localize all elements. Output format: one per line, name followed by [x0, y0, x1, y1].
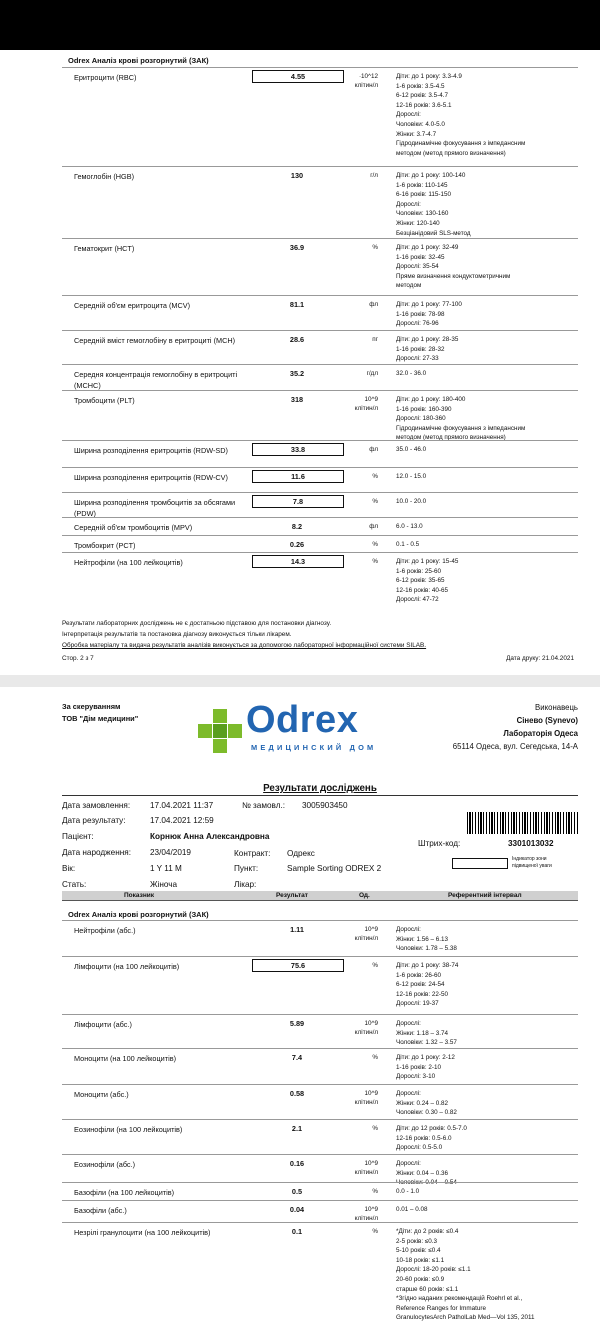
test-result: 4.55 — [252, 70, 344, 83]
reference-line: Чоловіки: 1.78 – 5.38 — [396, 945, 457, 953]
test-name: Гематокрит (HCT) — [74, 244, 135, 253]
reference-interval — [396, 1159, 576, 1188]
reference-line: Дорослі: 47-72 — [396, 596, 439, 604]
reference-line: Дорослі: — [396, 200, 421, 208]
test-unit: % — [372, 244, 378, 251]
patient-label: Пацієнт: — [62, 832, 94, 841]
disclaimer-1: Результати лабораторних досліджень не є достатньою підставою для постановки діагнозу. — [62, 620, 332, 627]
test-result: 7.8 — [252, 495, 344, 508]
reference-line: Жінки: 120-140 — [396, 219, 440, 227]
odrex-logo — [196, 699, 396, 761]
reference-line: 1-16 років: 78-98 — [396, 310, 445, 318]
test-name: Еозинофіли (абс.) — [74, 1160, 136, 1169]
reference-line: Гідродинамічне фокусування з імпедансним — [396, 140, 526, 148]
logo-subtitle: МЕДИЦИНСКИЙ ДОМ — [251, 743, 377, 752]
test-unit: пг — [372, 336, 378, 343]
reference-interval — [396, 540, 576, 550]
reference-line: методом — [396, 282, 422, 290]
test-result: 0.58 — [289, 1089, 305, 1098]
table-row — [62, 330, 578, 363]
point-label: Пункт: — [234, 864, 259, 873]
test-result: 130 — [290, 171, 304, 180]
col-ref: Референтний інтервал — [448, 892, 522, 899]
point: Sample Sorting ODREX 2 — [287, 864, 382, 873]
result-date-label: Дата результату: — [62, 816, 126, 825]
test-result: 11.6 — [252, 470, 344, 483]
table-row — [62, 492, 578, 518]
col-unit: Од. — [359, 892, 370, 899]
executor-name: Сінево (Synevo) — [516, 716, 578, 725]
order-date-label: Дата замовлення: — [62, 801, 131, 810]
result-date: 17.04.2021 12:59 — [150, 816, 214, 825]
reference-line: старше 60 років: ≤1.1 — [396, 1285, 459, 1293]
test-unit: фл — [369, 523, 378, 530]
age: 1 Y 11 M — [150, 864, 182, 873]
reference-line: 12-16 років: 3.6-5.1 — [396, 101, 452, 109]
test-unit: фл — [369, 301, 378, 308]
reference-interval — [396, 369, 576, 379]
test-unit: 10^9 клітин/л — [354, 926, 378, 942]
test-unit: % — [372, 498, 378, 505]
reference-line: 35.0 - 46.0 — [396, 446, 427, 453]
table-row — [62, 390, 578, 442]
table-row — [62, 238, 578, 290]
reference-line: Діти: до 1 року: 2-12 — [396, 1054, 455, 1061]
reference-line: 10-18 років: ≤1.1 — [396, 1256, 445, 1264]
birth-date: 23/04/2019 — [150, 848, 191, 857]
reference-line: 1-16 років: 28-32 — [396, 345, 445, 353]
table-row — [62, 467, 578, 482]
reference-line: 1-16 років: 2-10 — [396, 1063, 441, 1071]
reference-line: 12-16 років: 0.5-6.0 — [396, 1134, 452, 1142]
reference-line: 12-16 років: 22-50 — [396, 990, 448, 998]
test-name: Нейтрофіли (на 100 лейкоцитів) — [74, 558, 183, 567]
reference-interval — [396, 171, 576, 238]
test-name: Лімфоцити (на 100 лейкоцитів) — [74, 962, 180, 971]
reference-line: 6-12 років: 24-54 — [396, 981, 445, 989]
reference-line: Дорослі: 35-54 — [396, 263, 439, 271]
reference-line: Дорослі: — [396, 1020, 421, 1027]
reference-line: 1-16 років: 160-390 — [396, 405, 452, 413]
reference-line: 1-6 років: 3.5-4.5 — [396, 82, 445, 90]
referrer-block — [62, 701, 138, 725]
col-indicator: Показник — [124, 892, 154, 899]
test-result: 5.89 — [289, 1019, 305, 1028]
reference-interval — [396, 925, 576, 954]
test-name: Гемоглобін (HGB) — [74, 172, 135, 181]
test-unit: фл — [369, 446, 378, 453]
reference-line: 0.1 - 0.5 — [396, 541, 420, 548]
disclaimer-2: Інтерпретація результатів та постановка діагнозу виконується тільки лікарем. — [62, 631, 292, 638]
reference-line: Діти: до 12 років: 0.5-7.0 — [396, 1125, 467, 1132]
reference-interval — [396, 1187, 576, 1197]
table-row — [62, 440, 578, 455]
disclaimer-3: Обробка матеріалу та видача результатів аналізів виконується за допомогою лабораторної інформаційної системи SILAB. — [62, 642, 427, 649]
reference-line: Пряме визначення кондуктометричним — [396, 272, 511, 280]
table-row — [62, 295, 578, 328]
table-row — [62, 552, 578, 604]
test-unit: % — [372, 473, 378, 480]
reference-line: 2-5 років: ≤0.3 — [396, 1237, 438, 1245]
birth-label: Дата народження: — [62, 848, 131, 857]
reference-line: Дорослі: — [396, 926, 421, 933]
test-result: 0.04 — [289, 1205, 305, 1214]
reference-line: 10.0 - 20.0 — [396, 498, 427, 505]
test-name: Середній об'єм еритроцита (MCV) — [74, 301, 191, 310]
reference-interval — [396, 72, 576, 158]
test-unit: % — [372, 1188, 378, 1195]
reference-line: 5-10 років: ≤0.4 — [396, 1247, 441, 1255]
reference-line: Діти: до 1 року: 32-49 — [396, 244, 459, 251]
sex: Жіноча — [150, 880, 178, 889]
reference-line: 1-6 років: 26-60 — [396, 971, 441, 979]
table-row — [62, 956, 578, 1008]
test-unit: % — [372, 558, 378, 565]
status-bar — [0, 0, 600, 50]
reference-line: *Діти: до 2 років: ≤0.4 — [396, 1228, 459, 1235]
column-header — [62, 891, 578, 901]
test-result: 81.1 — [289, 300, 305, 309]
test-name: Середня концентрація гемоглобіну в еритроциті (MCHC) — [74, 370, 238, 390]
reference-line: Чоловіки: 130-160 — [396, 210, 449, 218]
reference-line: Дорослі: 27-33 — [396, 355, 439, 363]
table-row — [62, 1200, 578, 1222]
test-result: 1.11 — [290, 925, 304, 934]
executor-label: Виконавець — [535, 703, 578, 712]
col-result: Результат — [276, 892, 308, 899]
reference-line: 1-6 років: 110-145 — [396, 181, 448, 189]
contract: Одрекс — [287, 849, 315, 858]
table-row — [62, 535, 578, 550]
reference-line: 12.0 - 15.0 — [396, 473, 427, 480]
reference-interval — [396, 522, 576, 532]
table-row — [62, 1048, 578, 1081]
reference-line: 6-16 років: 115-150 — [396, 191, 451, 199]
table-row — [62, 364, 578, 390]
reference-interval — [396, 1205, 576, 1215]
test-name: Базофіли (на 100 лейкоцитів) — [74, 1188, 175, 1197]
print-date: Дата друку: 21.04.2021 — [506, 655, 574, 662]
section-title: Odrex Аналіз крові розгорнутий (ЗАК) — [68, 910, 209, 919]
section-title: Odrex Аналіз крові розгорнутий (ЗАК) — [68, 56, 209, 65]
reference-interval — [396, 1019, 576, 1048]
test-unit: % — [372, 541, 378, 548]
reference-interval — [396, 300, 576, 329]
reference-line: Гідродинамічне фокусування з імпедансним — [396, 424, 526, 432]
reference-line: Чоловіки: 4.0-5.0 — [396, 120, 445, 128]
logo-text: Odrex — [246, 699, 359, 741]
reference-interval — [396, 445, 576, 455]
table-row — [62, 1222, 578, 1322]
patient-name: Корнюк Анна Александровна — [150, 832, 270, 841]
table-row — [62, 920, 578, 953]
test-unit: 10^9 клітин/л — [354, 396, 378, 412]
reference-interval — [396, 1053, 576, 1082]
test-name: Тромбоцити (PLT) — [74, 396, 135, 405]
page-number: Стор. 2 з 7 — [62, 655, 94, 662]
sex-label: Стать: — [62, 880, 87, 889]
reference-line: Дорослі: 76-96 — [396, 320, 439, 328]
barcode — [467, 812, 579, 834]
reference-line: Дорослі: 0.5-5.0 — [396, 1144, 443, 1152]
page-separator — [0, 675, 600, 687]
test-name: Ширина розподілення еритроцитів (RDW-SD) — [74, 446, 228, 455]
test-name: Еозинофіли (на 100 лейкоцитів) — [74, 1125, 183, 1134]
reference-line: Діти: до 1 року: 28-35 — [396, 336, 459, 343]
attention-zone-label: Індикатор зони підвищеної уваги — [512, 856, 552, 869]
barcode-label: Штрих-код: — [418, 839, 461, 848]
reference-line: Діти: до 1 року: 15-45 — [396, 558, 459, 565]
test-name: Незрілі гранулоцити (на 100 лейкоцитів) — [74, 1228, 211, 1237]
reference-line: 6-12 років: 3.5-4.7 — [396, 92, 448, 100]
contract-label: Контракт: — [234, 849, 271, 858]
referrer-label: За скеруванням — [62, 702, 121, 711]
reference-line: 6-12 років: 35-65 — [396, 577, 445, 585]
reference-line: методом (метод прямого визначення) — [396, 434, 506, 442]
test-name: Моноцити (абс.) — [74, 1090, 129, 1099]
reference-line: Діти: до 1 року: 100-140 — [396, 172, 466, 179]
test-name: Середній об'єм тромбоцитів (MPV) — [74, 523, 193, 532]
test-name: Ширина розподілення еритроцитів (RDW-CV) — [74, 473, 228, 482]
reference-line: Чоловіки: 1.32 – 3.57 — [396, 1039, 457, 1047]
test-name: Тромбокрит (PCT) — [74, 541, 136, 550]
table-row — [62, 1084, 578, 1117]
reference-line: Reference Ranges for Immature — [396, 1304, 486, 1312]
test-name: Моноцити (на 100 лейкоцитів) — [74, 1054, 177, 1063]
test-unit: 10^9 клітин/л — [354, 1206, 378, 1222]
reference-line: Жінки: 1.18 – 3.74 — [396, 1029, 448, 1037]
reference-line: *Згідно наданих рекомендацій Roehrl et al., — [396, 1295, 523, 1303]
reference-line: Діти: до 1 року: 3.3-4.9 — [396, 73, 462, 80]
doctor-label: Лікар: — [234, 880, 257, 889]
report-page-1 — [0, 50, 600, 675]
reference-line: Дорослі: — [396, 1090, 421, 1097]
reference-interval — [396, 1089, 576, 1118]
test-result: 0.1 — [291, 1227, 303, 1236]
test-unit: ·10^12 клітин/л — [354, 73, 378, 89]
reference-line: 1-16 років: 32-45 — [396, 253, 445, 261]
test-result: 318 — [290, 395, 304, 404]
test-result: 0.16 — [289, 1159, 305, 1168]
reference-interval — [396, 472, 576, 482]
reference-interval — [396, 335, 576, 364]
test-unit: г/дл — [366, 370, 378, 377]
test-unit: % — [372, 1125, 378, 1132]
reference-interval — [396, 961, 576, 1009]
reference-line: Дорослі: 180-360 — [396, 415, 446, 423]
reference-line: методом (метод прямого визначення) — [396, 149, 506, 157]
reference-line: Жінки: 1.56 – 6.13 — [396, 935, 448, 943]
test-name: Нейтрофіли (абс.) — [74, 926, 136, 935]
reference-interval — [396, 1124, 576, 1153]
executor-block — [453, 701, 578, 753]
page-title: Результати досліджень — [263, 783, 377, 794]
reference-line: Діти: до 1 року: 180-400 — [396, 396, 466, 403]
test-unit: 10^9 клітин/л — [354, 1160, 378, 1176]
test-result: 14.3 — [252, 555, 344, 568]
test-name: Лімфоцити (абс.) — [74, 1020, 132, 1029]
reference-line: Чоловіки: 0.04 – 0.54 — [396, 1179, 457, 1187]
test-result: 7.4 — [291, 1053, 303, 1062]
reference-line: 32.0 - 36.0 — [396, 370, 427, 377]
test-unit: 10^9 клітин/л — [354, 1090, 378, 1106]
reference-line: Дорослі: 18-20 років: ≤1.1 — [396, 1266, 471, 1274]
referrer-name: ТОВ "Дім медицини" — [62, 714, 139, 723]
test-result: 28.6 — [289, 335, 305, 344]
test-name: Еритроцити (RBC) — [74, 73, 137, 82]
table-row — [62, 67, 578, 157]
medical-cross-icon — [196, 707, 244, 755]
reference-line: Дорослі: 3-10 — [396, 1073, 436, 1081]
divider — [62, 795, 578, 796]
reference-line: Безціанідовий SLS-метод — [396, 229, 471, 237]
reference-line: Дорослі: — [396, 111, 421, 119]
reference-interval — [396, 1227, 576, 1323]
reference-line: Жінки: 0.04 – 0.36 — [396, 1169, 448, 1177]
reference-interval — [396, 395, 576, 443]
reference-line: GranulocytesArch PatholLab Med—Vol 135, 2011 — [396, 1314, 535, 1322]
age-label: Вік: — [62, 864, 76, 873]
test-unit: % — [372, 1054, 378, 1061]
test-unit: 10^9 клітин/л — [354, 1020, 378, 1036]
reference-line: Дорослі: — [396, 1160, 421, 1167]
reference-line: 0.01 – 0.08 — [396, 1206, 428, 1213]
order-no-label: № замовл.: — [242, 801, 286, 810]
barcode-number: 3301013032 — [508, 839, 554, 848]
test-name: Середній вміст гемоглобіну в еритроциті (MCH) — [74, 336, 236, 345]
test-unit: % — [372, 962, 378, 969]
test-result: 2.1 — [291, 1124, 303, 1133]
reference-interval — [396, 497, 576, 507]
reference-line: Дорослі: 19-37 — [396, 1000, 439, 1008]
test-result: 0.26 — [289, 540, 305, 549]
test-name: Ширина розподілення тромбоцитів за обсягами (PDW) — [74, 498, 236, 518]
test-result: 36.9 — [289, 243, 305, 252]
reference-line: Жінки: 0.24 – 0.82 — [396, 1099, 448, 1107]
lab-address: 65114 Одеса, вул. Сегедська, 14-А — [452, 742, 578, 751]
reference-line: 1-6 років: 25-60 — [396, 567, 441, 575]
test-result: 75.6 — [252, 959, 344, 972]
table-row — [62, 517, 578, 532]
test-result: 0.5 — [291, 1187, 303, 1196]
lab-name: Лабораторія Одеса — [503, 729, 578, 738]
reference-line: 0.0 - 1.0 — [396, 1188, 420, 1195]
reference-interval — [396, 243, 576, 291]
report-page-2 — [0, 687, 600, 1332]
test-result: 35.2 — [289, 369, 305, 378]
test-name: Базофіли (абс.) — [74, 1206, 127, 1215]
order-no: 3005903450 — [302, 801, 348, 810]
attention-zone-indicator — [452, 858, 508, 869]
reference-line: Чоловіки: 0.30 – 0.82 — [396, 1109, 457, 1117]
test-result: 33.8 — [252, 443, 344, 456]
table-row — [62, 1154, 578, 1187]
reference-line: 12-16 років: 40-65 — [396, 586, 448, 594]
test-unit: % — [372, 1228, 378, 1235]
reference-line: 6.0 - 13.0 — [396, 523, 423, 530]
table-row — [62, 166, 578, 237]
order-date: 17.04.2021 11:37 — [150, 801, 214, 810]
test-unit: г/л — [370, 172, 378, 179]
reference-line: 20-60 років: ≤0.9 — [396, 1275, 445, 1283]
reference-line: Діти: до 1 року: 77-100 — [396, 301, 462, 308]
test-result: 8.2 — [291, 522, 303, 531]
reference-interval — [396, 557, 576, 605]
table-row — [62, 1119, 578, 1152]
reference-line: Жінки: 3.7-4.7 — [396, 130, 437, 138]
reference-line: Діти: до 1 року: 38-74 — [396, 962, 459, 969]
table-row — [62, 1014, 578, 1047]
